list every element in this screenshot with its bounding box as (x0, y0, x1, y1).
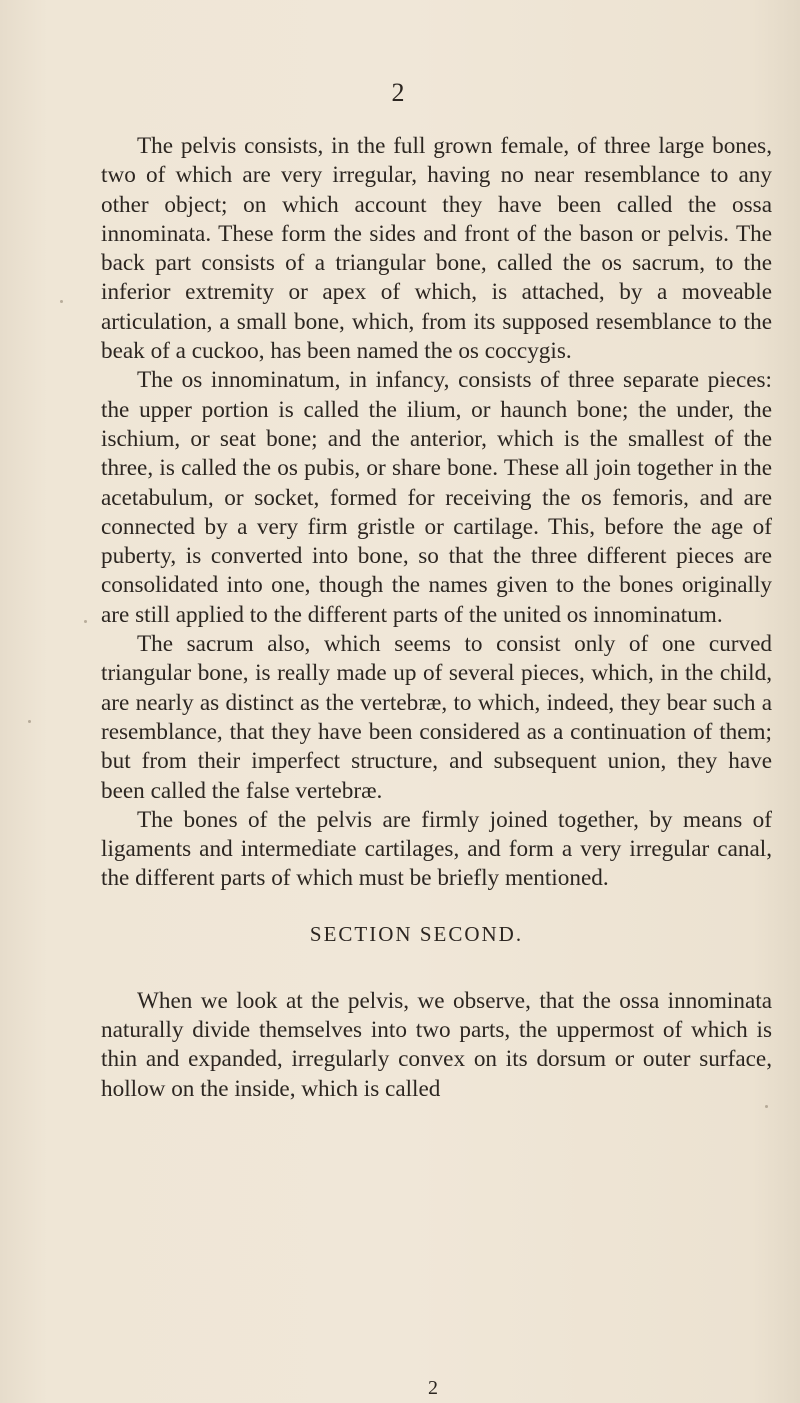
paragraph: The pelvis consists, in the full grown female, of three large bones, two of which are very irregular, having no near resemblance to any other object; on which account they have been called the ossa innominata. These form the sides and front of the bason or pelvis. The back part consists of a triangular bone, called the os sacrum, to the inferior extremity or apex of which, is attached, by a moveable articulation, a small bone, which, from its supposed resemblance to the beak of a cuckoo, has been named the os coccygis. (101, 133, 772, 365)
paper-speck (84, 620, 87, 623)
paragraph: The os innominatum, in infancy, consists of three separate pieces: the upper portion is called the ilium, or haunch bone; the under, the ischium, or seat bone; and the anterior, which is the smallest of the three, is called the os pubis, or share bone. These all join together in the acetabulum, or socket, formed for receiving the os femoris, and are connected by a very firm gristle or cartilage. This, before the age of puberty, is converted into bone, so that the three different pieces are consolidated into one, though the names given to the bones originally are still applied to the different parts of the united os innominatum. (101, 367, 772, 628)
paragraph: The sacrum also, which seems to consist only of one curved triangular bone, is really made up of several pieces, which, in the child, are nearly as distinct as the vertebræ, to which, indeed, they bear such a resemblance, that they have been considered as a continuation of them; but from their imperfect structure, and subsequent union, they have been called the false vertebræ. (101, 631, 772, 804)
paper-speck (765, 1105, 768, 1108)
signature-mark: 2 (428, 1377, 438, 1399)
body-text (101, 132, 772, 1104)
section-heading: SECTION SECOND. (309, 921, 524, 946)
paragraph: The bones of the pelvis are firmly joined together, by means of ligaments and intermediate cartilages, and form a very irregular canal, the different parts of which must be briefly mentioned. (101, 806, 772, 892)
page-number: 2 (391, 78, 405, 107)
paper-speck (28, 720, 31, 723)
paragraph: When we look at the pelvis, we observe, that the ossa innominata naturally divide themselves into two parts, the uppermost of which is thin and expanded, irregularly convex on its dorsum or outer surface, hollow on the inside, which is called (101, 987, 772, 1102)
paper-speck (60, 300, 63, 303)
